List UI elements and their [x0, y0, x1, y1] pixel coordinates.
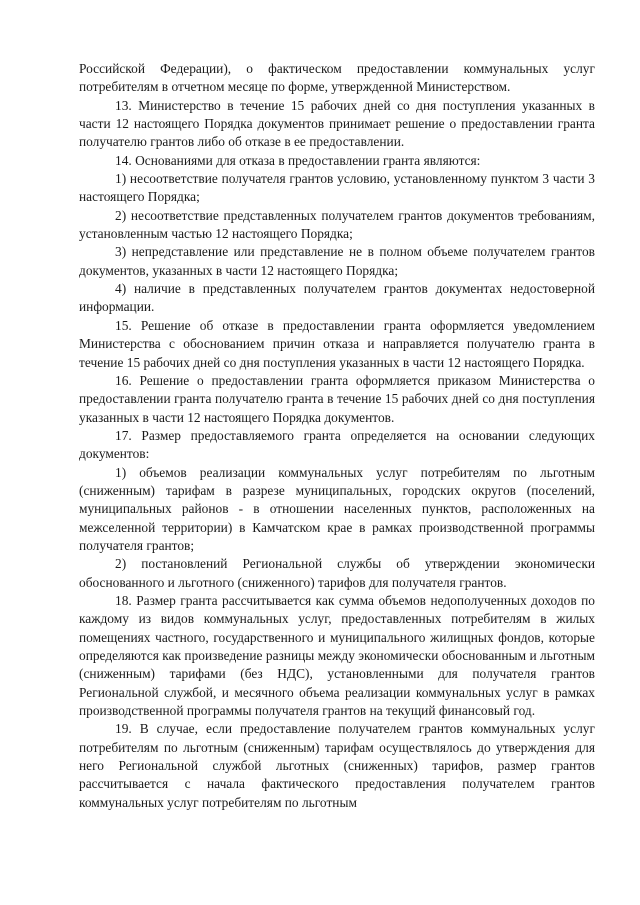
- paragraph-17-item-2: 2) постановлений Региональной службы об утверждении экономически обоснованного и льготного (сниженного) тарифов для получателя грантов.: [79, 556, 595, 590]
- paragraph-16: 16. Решение о предоставлении гранта оформляется приказом Министерства о предоставлении гранта получателю гранта в течение 15 рабочих дней со дня поступления указанных в части 12 настоящего Порядка документов.: [79, 372, 595, 425]
- paragraph-18: 18. Размер гранта рассчитывается как сумма объемов недополученных доходов по каждому из видов коммунальных услуг, предоставленных потребителям в жилых помещениях частного, государственного и муниципального жилищных фондов, которые определяются как произведение разницы между экономически обоснованным и льготным (сниженным) тарифами (без НДС), установленными для получателя грантов Региональной службой, и месячного объема реализации коммунальных услуг в рамках производственной программы получателя грантов на текущий финансовый год.: [79, 592, 595, 719]
- paragraph-14: 14. Основаниями для отказа в предоставлении гранта являются:: [115, 152, 481, 168]
- paragraph-13: 13. Министерство в течение 15 рабочих дней со дня поступления указанных в части 12 настоящего Порядка документов принимает решение о предоставлении гранта получателю грантов либо об отказе в ее предоставлении.: [79, 97, 595, 150]
- paragraph-19: 19. В случае, если предоставление получателем грантов коммунальных услуг потребителям по льготным (сниженным) тарифам осуществлялось до утверждения для него Региональной службой льготных (сниженных) тарифов, размер грантов рассчитывается с начала фактического предоставления получателем грантов коммунальных услуг потребителям по льготным: [79, 721, 595, 810]
- paragraph-14-item-1: 1) несоответствие получателя грантов условию, установленному пунктом 3 части 3 настоящего Порядка;: [79, 171, 595, 205]
- document-page: [79, 60, 595, 812]
- paragraph-15: 15. Решение об отказе в предоставлении гранта оформляется уведомлением Министерства с обоснованием причин отказа и направляется получателю гранта в течение 15 рабочих дней со дня поступления указанных в части 12 настоящего Порядка.: [79, 317, 595, 370]
- paragraph-14-item-2: 2) несоответствие представленных получателем грантов документов требованиям, установленным частью 12 настоящего Порядка;: [79, 207, 595, 242]
- paragraph-17-item-1: 1) объемов реализации коммунальных услуг потребителям по льготным (сниженным) тарифам в разрезе муниципальных, городских округов (поселений, муниципальных районов - в отношении населенных пунктов, расположенных на межселенной территории) в Камчатском крае в рамках производственной программы получателя грантов;: [79, 464, 595, 553]
- paragraph-17: 17. Размер предоставляемого гранта определяется на основании следующих документов:: [79, 427, 595, 462]
- paragraph-continuation: Российской Федерации), о фактическом предоставлении коммунальных услуг потребителям в отчетном месяце по форме, утвержденной Министерством.: [79, 61, 595, 95]
- paragraph-14-item-3: 3) непредставление или представление не в полном объеме получателем грантов документов, указанных в части 12 настоящего Порядка;: [79, 244, 595, 278]
- paragraph-14-item-4: 4) наличие в представленных получателем грантов документах недостоверной информации.: [79, 281, 595, 315]
